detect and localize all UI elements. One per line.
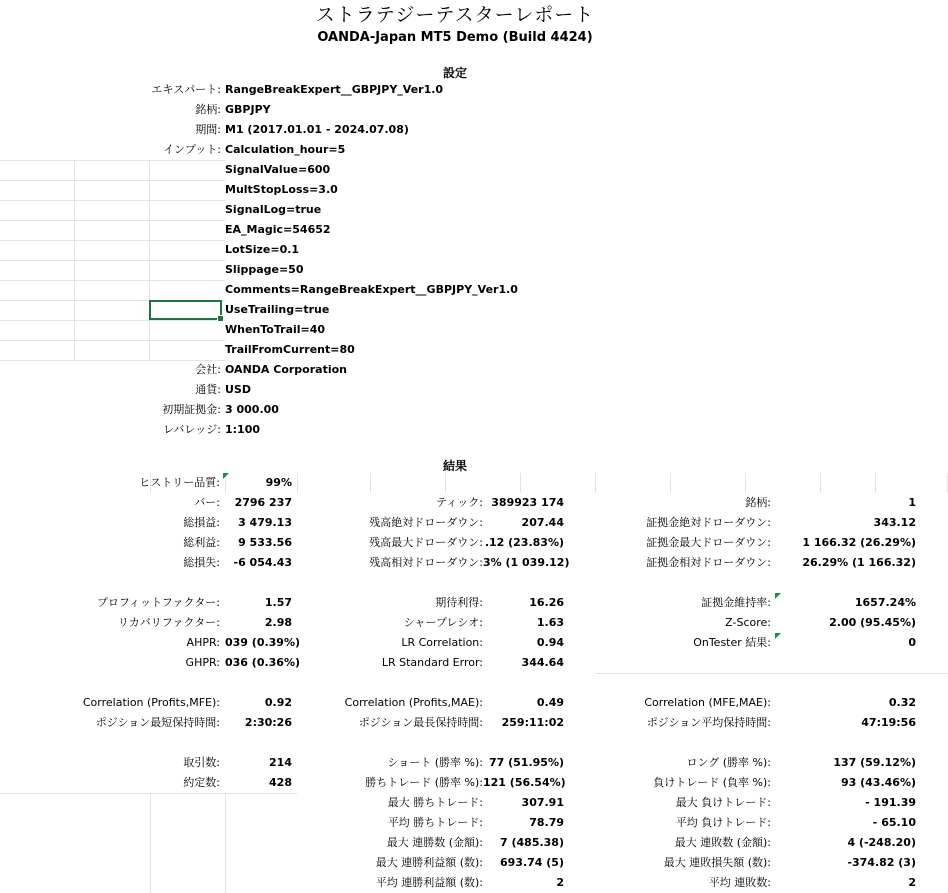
result-label: AHPR: <box>186 636 220 649</box>
input-parameter[interactable]: WhenToTrail=40 <box>225 323 326 336</box>
input-parameter[interactable]: MultStopLoss=3.0 <box>225 183 338 196</box>
input-parameter[interactable]: TrailFromCurrent=80 <box>225 343 355 356</box>
gridline <box>0 200 225 201</box>
input-parameter[interactable]: SignalValue=600 <box>225 163 331 176</box>
result-value[interactable]: - 191.39 <box>865 796 916 809</box>
result-value[interactable]: 47:19:56 <box>861 716 916 729</box>
result-value[interactable]: 2796 237 <box>234 496 292 509</box>
input-parameter[interactable]: SignalLog=true <box>225 203 322 216</box>
settings-heading: 設定 <box>442 66 467 80</box>
result-label: 残高最大ドローダウン: <box>369 536 483 549</box>
result-value[interactable]: 121 (56.54%) <box>483 776 566 789</box>
result-label: ポジション最短保持時間: <box>95 716 220 729</box>
period-value[interactable]: M1 (2017.01.01 - 2024.07.08) <box>225 123 409 136</box>
result-label: LR Standard Error: <box>381 656 483 669</box>
result-value[interactable]: 3% (1 039.12) <box>483 556 570 569</box>
deposit-label: 初期証拠金: <box>162 403 221 416</box>
result-value[interactable]: 4 (-248.20) <box>847 836 916 849</box>
result-label: 証拠金最大ドローダウン: <box>646 536 771 549</box>
gridline <box>297 473 298 493</box>
result-label: プロフィットファクター: <box>96 596 220 609</box>
result-label: バー: <box>194 496 220 509</box>
result-label: ポジション平均保持時間: <box>646 716 771 729</box>
result-value[interactable]: 26.29% (1 166.32) <box>802 556 916 569</box>
result-value[interactable]: 0.94 <box>536 636 564 649</box>
gridline <box>0 180 225 181</box>
result-value[interactable]: 78.79 <box>529 816 564 829</box>
comment-marker-icon <box>223 473 229 479</box>
result-value[interactable]: 1.57 <box>264 596 292 609</box>
company-value[interactable]: OANDA Corporation <box>225 363 347 376</box>
results-heading: 結果 <box>442 459 467 473</box>
result-value[interactable]: 77 (51.95%) <box>488 756 564 769</box>
deposit-value[interactable]: 3 000.00 <box>225 403 279 416</box>
gridline <box>0 160 225 161</box>
result-label: シャープレシオ: <box>403 616 483 629</box>
result-value[interactable]: 036 (0.36%) <box>225 656 301 669</box>
result-value[interactable]: 1 166.32 (26.29%) <box>802 536 916 549</box>
result-label: 期待利得: <box>435 596 483 609</box>
result-value[interactable]: 1 <box>908 496 916 509</box>
result-label: Z-Score: <box>725 616 771 629</box>
result-label: 最大 勝ちトレード: <box>387 796 483 809</box>
result-label: 最大 連敗損失額 (数): <box>663 856 771 869</box>
result-label: 銘柄: <box>745 496 771 509</box>
result-label: 最大 負けトレード: <box>675 796 771 809</box>
result-value[interactable]: .12 (23.83%) <box>484 536 564 549</box>
comment-marker-icon <box>775 593 781 599</box>
result-label: ロング (勝率 %): <box>686 756 771 769</box>
comment-marker-icon <box>775 633 781 639</box>
result-label: 証拠金維持率: <box>701 596 771 609</box>
result-value[interactable]: 259:11:02 <box>501 716 564 729</box>
result-label: Correlation (MFE,MAE): <box>644 696 771 709</box>
result-label: 平均 勝ちトレード: <box>387 816 483 829</box>
gridline <box>370 473 371 493</box>
result-value[interactable]: 0.49 <box>536 696 564 709</box>
gridline <box>225 793 226 893</box>
input-parameter[interactable]: UseTrailing=true <box>225 303 330 316</box>
gridline <box>0 220 225 221</box>
selected-cell[interactable] <box>149 300 222 320</box>
result-label: リカバリファクター: <box>117 616 220 629</box>
result-value[interactable]: 137 (59.12%) <box>833 756 916 769</box>
result-value[interactable]: 389923 174 <box>491 496 564 509</box>
result-value[interactable]: 428 <box>269 776 292 789</box>
result-label: 総損失: <box>183 556 220 569</box>
result-label: 平均 連敗数: <box>708 876 771 889</box>
report-subtitle: OANDA-Japan MT5 Demo (Build 4424) <box>317 30 593 45</box>
gridline <box>445 473 446 493</box>
report-title: ストラテジーテスターレポート <box>315 4 595 26</box>
result-value[interactable]: 214 <box>269 756 292 769</box>
result-label: 残高絶対ドローダウン: <box>369 516 483 529</box>
result-value[interactable]: 307.91 <box>521 796 564 809</box>
result-value[interactable]: 343.12 <box>873 516 916 529</box>
result-value[interactable]: 2.98 <box>264 616 292 629</box>
gridline <box>0 793 297 794</box>
leverage-value[interactable]: 1:100 <box>225 423 261 436</box>
result-value[interactable]: 16.26 <box>529 596 564 609</box>
company-label: 会社: <box>195 363 221 376</box>
result-value[interactable]: 1657.24% <box>854 596 916 609</box>
input-parameter[interactable]: EA_Magic=54652 <box>225 223 331 236</box>
result-label: 総利益: <box>183 536 220 549</box>
gridline <box>0 240 225 241</box>
input-parameter[interactable]: LotSize=0.1 <box>225 243 300 256</box>
gridline <box>150 793 151 893</box>
result-label: LR Correlation: <box>401 636 483 649</box>
result-label: 最大 連敗数 (金額): <box>674 836 771 849</box>
result-value[interactable]: 2 <box>556 876 564 889</box>
result-value[interactable]: 2.00 (95.45%) <box>829 616 916 629</box>
currency-value[interactable]: USD <box>225 383 251 396</box>
result-label: GHPR: <box>185 656 220 669</box>
result-label: ヒストリー品質: <box>139 476 220 489</box>
result-label: 負けトレード (負率 %): <box>653 776 771 789</box>
inputs-label: インプット: <box>163 143 221 156</box>
result-label: 約定数: <box>183 776 220 789</box>
expert-label: エキスパート: <box>151 83 221 96</box>
result-label: 平均 連勝利益額 (数): <box>375 876 483 889</box>
result-label: 最大 連勝利益額 (数): <box>375 856 483 869</box>
result-label: 総損益: <box>183 516 220 529</box>
gridline <box>0 260 225 261</box>
result-label: OnTester 結果: <box>693 636 771 649</box>
gridline <box>0 340 225 341</box>
input-parameter[interactable]: Slippage=50 <box>225 263 304 276</box>
result-label: ショート (勝率 %): <box>387 756 483 769</box>
result-value[interactable]: - 65.10 <box>872 816 916 829</box>
input-parameter[interactable]: Comments=RangeBreakExpert__GBPJPY_Ver1.0 <box>225 283 518 296</box>
result-value[interactable]: 039 (0.39%) <box>225 636 301 649</box>
gridline <box>520 473 521 493</box>
result-label: 最大 連勝数 (金額): <box>386 836 483 849</box>
result-value[interactable]: 2:30:26 <box>244 716 292 729</box>
result-value[interactable]: 93 (43.46%) <box>840 776 916 789</box>
result-label: 証拠金絶対ドローダウン: <box>646 516 771 529</box>
result-value[interactable]: 9 533.56 <box>238 536 292 549</box>
result-label: Correlation (Profits,MAE): <box>344 696 483 709</box>
result-label: 証拠金相対ドローダウン: <box>646 556 771 569</box>
result-value[interactable]: 693.74 (5) <box>500 856 564 869</box>
result-value[interactable]: 99% <box>265 476 292 489</box>
gridline <box>595 673 947 674</box>
gridline <box>670 473 671 493</box>
result-value[interactable]: 7 (485.38) <box>500 836 564 849</box>
gridline <box>595 473 596 493</box>
result-label: ティック: <box>436 496 483 509</box>
gridline <box>745 473 746 493</box>
result-value[interactable]: -6 054.43 <box>233 556 292 569</box>
input-parameter[interactable]: Calculation_hour=5 <box>225 143 346 156</box>
gridline <box>74 160 75 360</box>
result-label: 残高相対ドローダウン: <box>369 556 483 569</box>
result-label: 取引数: <box>183 756 220 769</box>
result-value[interactable]: 3 479.13 <box>238 516 292 529</box>
result-value[interactable]: 207.44 <box>521 516 564 529</box>
result-value[interactable]: 0.92 <box>264 696 292 709</box>
result-value[interactable]: 0.32 <box>888 696 916 709</box>
result-label: Correlation (Profits,MFE): <box>82 696 220 709</box>
period-label: 期間: <box>195 123 221 136</box>
result-value[interactable]: 2 <box>908 876 916 889</box>
result-value[interactable]: 0 <box>908 636 916 649</box>
gridline <box>149 160 150 360</box>
result-label: 勝ちトレード (勝率 %): <box>365 776 483 789</box>
result-label: 平均 負けトレード: <box>675 816 771 829</box>
gridline <box>820 473 821 493</box>
result-label: ポジション最長保持時間: <box>358 716 483 729</box>
result-value[interactable]: 344.64 <box>521 656 564 669</box>
leverage-label: レバレッジ: <box>163 423 221 436</box>
gridline <box>0 320 225 321</box>
gridline <box>875 473 876 493</box>
result-value[interactable]: -374.82 (3) <box>847 856 916 869</box>
symbol-label: 銘柄: <box>195 103 221 116</box>
symbol-value[interactable]: GBPJPY <box>225 103 271 116</box>
expert-value[interactable]: RangeBreakExpert__GBPJPY_Ver1.0 <box>225 83 444 96</box>
result-value[interactable]: 1.63 <box>536 616 564 629</box>
gridline <box>0 280 225 281</box>
currency-label: 通貨: <box>195 383 221 396</box>
